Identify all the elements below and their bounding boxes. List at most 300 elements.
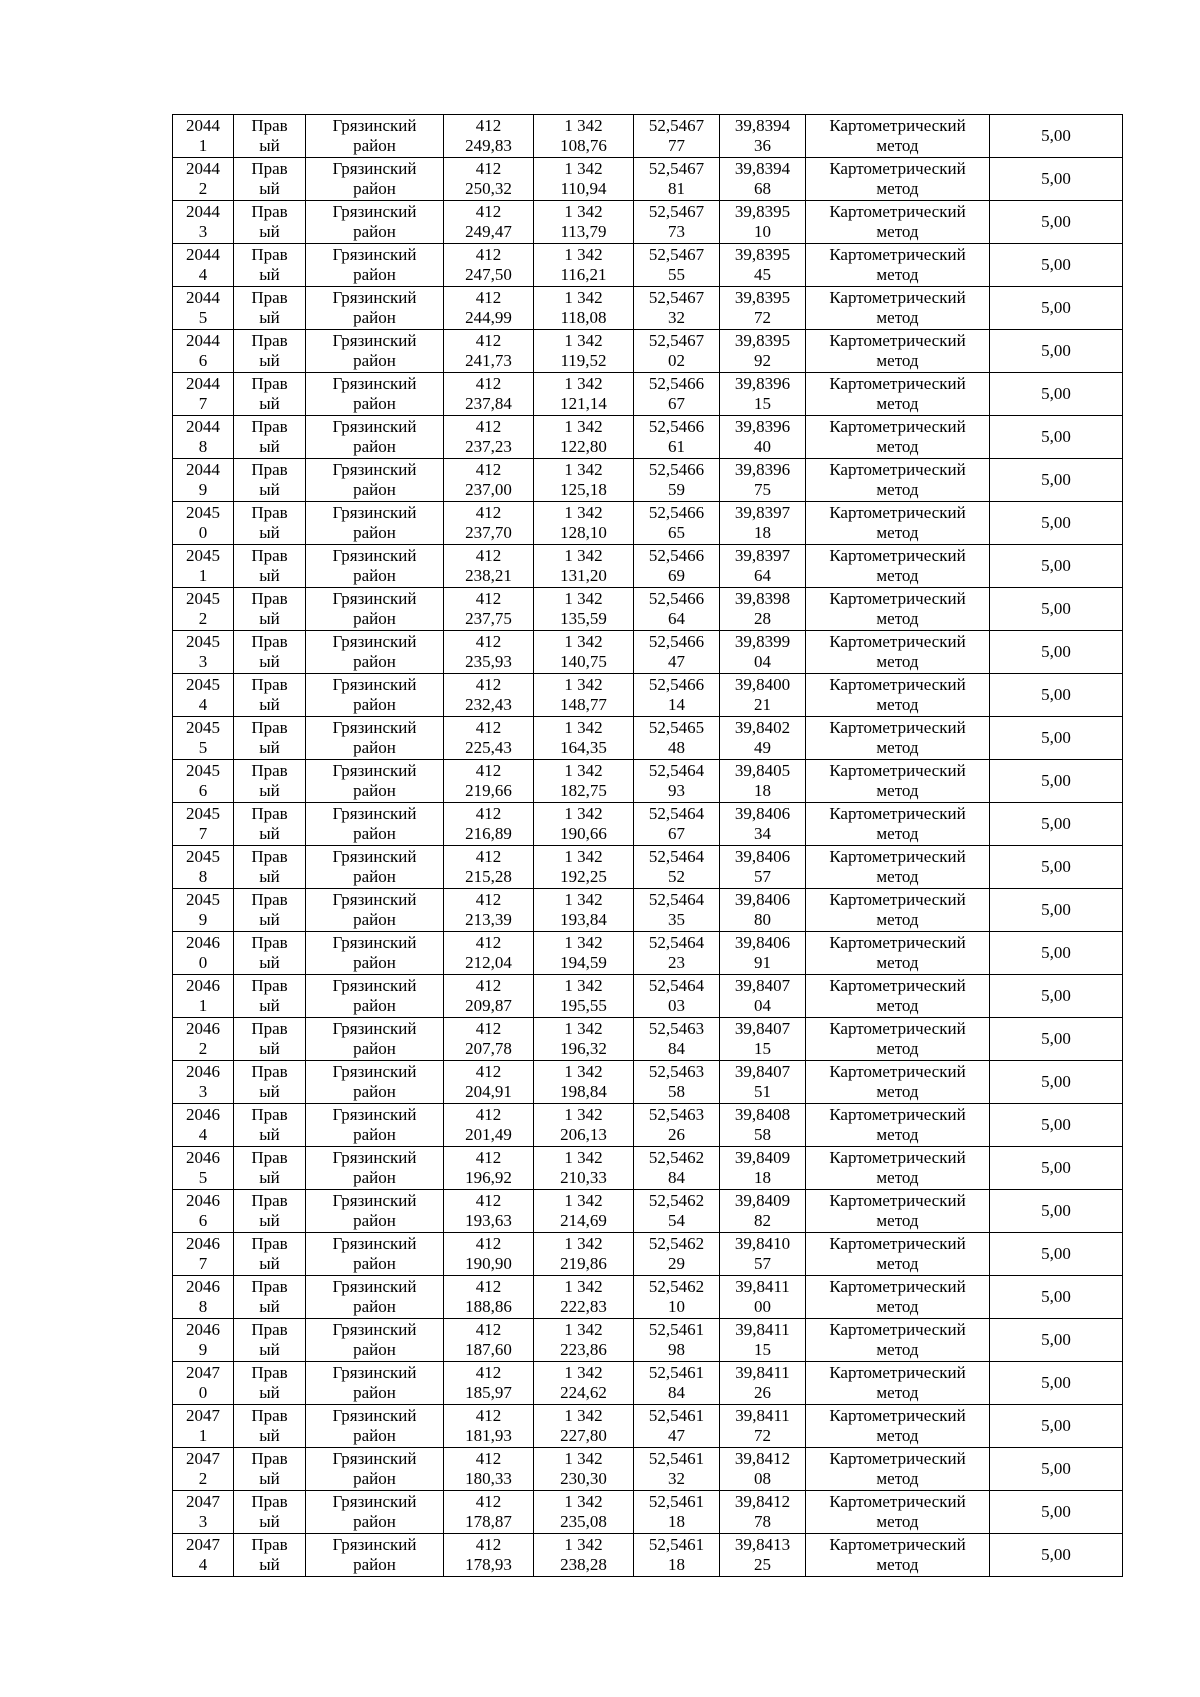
coordinate-x-cell (444, 1233, 534, 1276)
longitude-line: 15 (754, 1039, 771, 1058)
latitude-cell (634, 115, 720, 158)
method-cell (806, 803, 990, 846)
coordinate-x-line: 247,50 (465, 265, 512, 284)
accuracy-value-cell: 5,00 (990, 975, 1123, 1018)
coordinate-y-line: 210,33 (560, 1168, 607, 1187)
coordinate-x-line: 238,21 (465, 566, 512, 585)
coordinate-y-cell (534, 416, 634, 459)
coordinate-y-cell (534, 760, 634, 803)
coordinate-x-cell (444, 1405, 534, 1448)
coordinate-x-line: 412 (475, 1492, 502, 1511)
coordinate-y-cell (534, 115, 634, 158)
method-line: Картометрический (829, 202, 966, 221)
coordinate-y-line: 135,59 (560, 609, 607, 628)
district-line: Грязинский (332, 1019, 417, 1038)
method-cell (806, 459, 990, 502)
district-cell (306, 416, 444, 459)
coordinate-x-cell (444, 803, 534, 846)
coordinate-y-cell (534, 244, 634, 287)
point-number-line: 2045 (186, 503, 220, 522)
point-number-cell (173, 1018, 234, 1061)
method-line: метод (876, 1512, 919, 1531)
district-line: район (353, 824, 396, 843)
bank-side-line: Прав (251, 1363, 288, 1382)
longitude-cell (720, 1448, 806, 1491)
coordinate-y-cell (534, 889, 634, 932)
point-number-line: 5 (198, 738, 208, 757)
latitude-cell (634, 1448, 720, 1491)
coordinate-y-line: 1 342 (564, 1535, 603, 1554)
latitude-cell (634, 330, 720, 373)
district-line: Грязинский (332, 1363, 417, 1382)
coordinate-y-cell (534, 287, 634, 330)
bank-side-line: ый (259, 566, 280, 585)
bank-side-line: Прав (251, 503, 288, 522)
district-line: Грязинский (332, 460, 417, 479)
accuracy-value-cell: 5,00 (990, 1405, 1123, 1448)
coordinate-y-line: 1 342 (564, 1320, 603, 1339)
latitude-line: 02 (668, 351, 685, 370)
accuracy-value-cell: 5,00 (990, 717, 1123, 760)
method-line: метод (876, 1082, 919, 1101)
bank-side-cell (234, 717, 306, 760)
latitude-cell (634, 846, 720, 889)
coordinate-x-cell (444, 1362, 534, 1405)
point-number-line: 2045 (186, 632, 220, 651)
bank-side-cell (234, 760, 306, 803)
table-row (173, 502, 1123, 545)
point-number-line: 2044 (186, 116, 220, 135)
point-number-line: 9 (198, 1340, 208, 1359)
accuracy-value-cell: 5,00 (990, 1491, 1123, 1534)
point-number-cell (173, 631, 234, 674)
point-number-line: 2044 (186, 417, 220, 436)
method-cell (806, 416, 990, 459)
latitude-line: 32 (668, 1469, 685, 1488)
coordinate-x-line: 412 (475, 116, 502, 135)
point-number-cell (173, 932, 234, 975)
coordinate-y-line: 1 342 (564, 1148, 603, 1167)
coordinate-x-line: 185,97 (465, 1383, 512, 1402)
method-line: метод (876, 996, 919, 1015)
latitude-cell (634, 1534, 720, 1577)
coordinate-x-line: 225,43 (465, 738, 512, 757)
coordinate-x-line: 412 (475, 890, 502, 909)
district-line: район (353, 1254, 396, 1273)
latitude-cell (634, 760, 720, 803)
district-line: район (353, 953, 396, 972)
method-line: Картометрический (829, 417, 966, 436)
method-line: Картометрический (829, 1535, 966, 1554)
bank-side-cell (234, 287, 306, 330)
table-row (173, 1061, 1123, 1104)
method-cell (806, 158, 990, 201)
accuracy-value-cell: 5,00 (990, 502, 1123, 545)
method-line: Картометрический (829, 460, 966, 479)
coordinate-x-line: 412 (475, 1019, 502, 1038)
district-line: район (353, 781, 396, 800)
coordinate-x-line: 201,49 (465, 1125, 512, 1144)
longitude-cell (720, 846, 806, 889)
bank-side-line: ый (259, 609, 280, 628)
coordinate-y-line: 1 342 (564, 761, 603, 780)
bank-side-line: Прав (251, 1062, 288, 1081)
table-row (173, 416, 1123, 459)
district-line: район (353, 1383, 396, 1402)
district-line: Грязинский (332, 116, 417, 135)
method-cell (806, 1061, 990, 1104)
longitude-line: 39,8407 (734, 976, 791, 995)
district-line: Грязинский (332, 1535, 417, 1554)
longitude-cell (720, 1491, 806, 1534)
point-number-cell (173, 1190, 234, 1233)
method-cell (806, 760, 990, 803)
method-line: Картометрический (829, 1191, 966, 1210)
longitude-cell (720, 889, 806, 932)
coordinate-x-cell (444, 1276, 534, 1319)
bank-side-line: ый (259, 1555, 280, 1574)
latitude-line: 84 (668, 1383, 685, 1402)
coordinate-x-line: 193,63 (465, 1211, 512, 1230)
longitude-line: 39,8409 (734, 1148, 791, 1167)
bank-side-cell (234, 1319, 306, 1362)
method-line: Картометрический (829, 159, 966, 178)
longitude-cell (720, 1319, 806, 1362)
bank-side-line: Прав (251, 1406, 288, 1425)
coordinate-x-cell (444, 1491, 534, 1534)
bank-side-line: ый (259, 265, 280, 284)
method-cell (806, 1018, 990, 1061)
accuracy-value-cell: 5,00 (990, 1190, 1123, 1233)
table-row (173, 158, 1123, 201)
latitude-cell (634, 1491, 720, 1534)
coordinate-y-line: 113,79 (560, 222, 607, 241)
district-cell (306, 717, 444, 760)
district-line: Грязинский (332, 159, 417, 178)
method-line: Картометрический (829, 1492, 966, 1511)
coordinate-x-line: 219,66 (465, 781, 512, 800)
latitude-line: 52,5464 (648, 847, 705, 866)
longitude-line: 39,8396 (734, 460, 791, 479)
longitude-line: 39,8411 (735, 1277, 790, 1296)
coordinate-x-line: 204,91 (465, 1082, 512, 1101)
accuracy-value-cell: 5,00 (990, 846, 1123, 889)
latitude-cell (634, 1276, 720, 1319)
bank-side-line: Прав (251, 1234, 288, 1253)
coordinate-y-cell (534, 373, 634, 416)
bank-side-line: ый (259, 1168, 280, 1187)
coordinate-x-line: 212,04 (465, 953, 512, 972)
point-number-line: 0 (198, 953, 208, 972)
longitude-line: 21 (754, 695, 771, 714)
coordinate-x-line: 412 (475, 1148, 502, 1167)
district-cell (306, 674, 444, 717)
latitude-line: 52,5462 (648, 1191, 705, 1210)
point-number-cell (173, 889, 234, 932)
coordinate-y-line: 1 342 (564, 417, 603, 436)
method-cell (806, 287, 990, 330)
coordinate-x-line: 241,73 (465, 351, 512, 370)
method-cell (806, 1190, 990, 1233)
coordinate-y-line: 116,21 (560, 265, 607, 284)
method-line: Картометрический (829, 847, 966, 866)
latitude-line: 52,5467 (648, 202, 705, 221)
district-cell (306, 1233, 444, 1276)
coordinate-y-line: 119,52 (560, 351, 607, 370)
coordinate-y-cell (534, 1319, 634, 1362)
method-line: Картометрический (829, 675, 966, 694)
point-number-cell (173, 287, 234, 330)
district-cell (306, 975, 444, 1018)
bank-side-line: ый (259, 1254, 280, 1273)
bank-side-line: Прав (251, 675, 288, 694)
coordinate-y-line: 1 342 (564, 116, 603, 135)
coordinate-x-line: 180,33 (465, 1469, 512, 1488)
point-number-cell (173, 588, 234, 631)
longitude-cell (720, 115, 806, 158)
method-line: метод (876, 824, 919, 843)
accuracy-value-cell: 5,00 (990, 1147, 1123, 1190)
point-number-line: 4 (198, 1125, 208, 1144)
point-number-cell (173, 244, 234, 287)
longitude-cell (720, 1362, 806, 1405)
district-cell (306, 889, 444, 932)
district-line: Грязинский (332, 1148, 417, 1167)
bank-side-line: Прав (251, 890, 288, 909)
coordinate-x-line: 412 (475, 546, 502, 565)
point-number-cell (173, 760, 234, 803)
latitude-cell (634, 717, 720, 760)
coordinate-y-line: 1 342 (564, 1019, 603, 1038)
longitude-line: 18 (754, 781, 771, 800)
bank-side-cell (234, 1276, 306, 1319)
method-line: Картометрический (829, 1062, 966, 1081)
coordinate-y-cell (534, 330, 634, 373)
method-cell (806, 1104, 990, 1147)
method-line: Картометрический (829, 1363, 966, 1382)
coordinate-x-line: 412 (475, 976, 502, 995)
method-line: Картометрический (829, 1449, 966, 1468)
coordinate-x-line: 412 (475, 1320, 502, 1339)
table-row (173, 1233, 1123, 1276)
coordinate-y-line: 238,28 (560, 1555, 607, 1574)
coordinate-y-line: 140,75 (560, 652, 607, 671)
coordinate-y-line: 1 342 (564, 847, 603, 866)
accuracy-value-cell: 5,00 (990, 330, 1123, 373)
latitude-cell (634, 1319, 720, 1362)
latitude-line: 52,5464 (648, 804, 705, 823)
method-line: Картометрический (829, 761, 966, 780)
latitude-line: 26 (668, 1125, 685, 1144)
point-number-cell (173, 459, 234, 502)
method-line: метод (876, 1383, 919, 1402)
coordinate-y-line: 128,10 (560, 523, 607, 542)
latitude-cell (634, 889, 720, 932)
coordinate-y-line: 182,75 (560, 781, 607, 800)
bank-side-line: Прав (251, 632, 288, 651)
district-line: район (353, 695, 396, 714)
latitude-line: 52,5466 (648, 374, 705, 393)
method-line: Картометрический (829, 116, 966, 135)
coordinate-y-line: 224,62 (560, 1383, 607, 1402)
district-line: район (353, 1082, 396, 1101)
coordinate-x-line: 250,32 (465, 179, 512, 198)
coordinate-y-line: 1 342 (564, 589, 603, 608)
method-line: метод (876, 437, 919, 456)
point-number-line: 2045 (186, 804, 220, 823)
coordinate-y-line: 1 342 (564, 1191, 603, 1210)
coordinate-y-cell (534, 1018, 634, 1061)
method-cell (806, 502, 990, 545)
longitude-line: 68 (754, 179, 771, 198)
point-number-cell (173, 1534, 234, 1577)
longitude-line: 15 (754, 394, 771, 413)
accuracy-value-cell: 5,00 (990, 1018, 1123, 1061)
district-line: район (353, 222, 396, 241)
bank-side-line: ый (259, 1039, 280, 1058)
coordinate-y-line: 235,08 (560, 1512, 607, 1531)
point-number-line: 2 (198, 609, 208, 628)
district-cell (306, 1104, 444, 1147)
method-line: Картометрический (829, 632, 966, 651)
latitude-line: 84 (668, 1168, 685, 1187)
district-line: Грязинский (332, 1234, 417, 1253)
latitude-cell (634, 674, 720, 717)
method-cell (806, 674, 990, 717)
district-line: Грязинский (332, 503, 417, 522)
district-cell (306, 1448, 444, 1491)
latitude-cell (634, 803, 720, 846)
longitude-line: 39,8407 (734, 1062, 791, 1081)
bank-side-line: ый (259, 480, 280, 499)
method-line: Картометрический (829, 589, 966, 608)
bank-side-cell (234, 1190, 306, 1233)
district-line: район (353, 1039, 396, 1058)
method-line: Картометрический (829, 245, 966, 264)
district-line: район (353, 566, 396, 585)
longitude-cell (720, 201, 806, 244)
coordinate-y-line: 108,76 (560, 136, 607, 155)
latitude-line: 59 (668, 480, 685, 499)
longitude-line: 39,8399 (734, 632, 791, 651)
coordinate-y-line: 1 342 (564, 1363, 603, 1382)
point-number-cell (173, 1147, 234, 1190)
table-row (173, 244, 1123, 287)
district-cell (306, 1276, 444, 1319)
point-number-line: 5 (198, 308, 208, 327)
latitude-cell (634, 1190, 720, 1233)
coordinate-y-line: 110,94 (560, 179, 607, 198)
coordinate-x-cell (444, 1534, 534, 1577)
method-cell (806, 1362, 990, 1405)
latitude-cell (634, 373, 720, 416)
longitude-line: 39,8412 (734, 1492, 791, 1511)
latitude-line: 81 (668, 179, 685, 198)
method-line: Картометрический (829, 1406, 966, 1425)
longitude-line: 04 (754, 652, 771, 671)
table-row (173, 803, 1123, 846)
latitude-line: 52,5464 (648, 890, 705, 909)
point-number-line: 2046 (186, 1320, 220, 1339)
coordinate-x-line: 249,83 (465, 136, 512, 155)
coordinate-x-line: 237,23 (465, 437, 512, 456)
bank-side-line: Прав (251, 374, 288, 393)
coordinate-x-line: 190,90 (465, 1254, 512, 1273)
coordinate-x-cell (444, 158, 534, 201)
longitude-line: 39,8412 (734, 1449, 791, 1468)
coordinate-y-line: 192,25 (560, 867, 607, 886)
longitude-line: 15 (754, 1340, 771, 1359)
coordinate-x-cell (444, 1147, 534, 1190)
longitude-line: 72 (754, 1426, 771, 1445)
longitude-cell (720, 1061, 806, 1104)
coordinate-x-line: 237,70 (465, 523, 512, 542)
coordinate-x-line: 196,92 (465, 1168, 512, 1187)
latitude-line: 47 (668, 652, 685, 671)
district-cell (306, 373, 444, 416)
point-number-line: 6 (198, 781, 208, 800)
bank-side-line: ый (259, 351, 280, 370)
longitude-line: 39,8395 (734, 245, 791, 264)
bank-side-line: ый (259, 1125, 280, 1144)
point-number-line: 2047 (186, 1535, 220, 1554)
coordinate-x-cell (444, 932, 534, 975)
district-line: Грязинский (332, 1277, 417, 1296)
longitude-line: 39,8402 (734, 718, 791, 737)
point-number-line: 2045 (186, 761, 220, 780)
longitude-cell (720, 416, 806, 459)
bank-side-line: Прав (251, 933, 288, 952)
point-number-line: 2044 (186, 288, 220, 307)
longitude-cell (720, 330, 806, 373)
longitude-line: 92 (754, 351, 771, 370)
longitude-cell (720, 588, 806, 631)
coordinate-x-line: 188,86 (465, 1297, 512, 1316)
district-cell (306, 1319, 444, 1362)
table-row (173, 1276, 1123, 1319)
method-cell (806, 1233, 990, 1276)
point-number-line: 4 (198, 695, 208, 714)
coordinate-y-cell (534, 1405, 634, 1448)
longitude-cell (720, 803, 806, 846)
district-line: Грязинский (332, 1492, 417, 1511)
method-line: метод (876, 308, 919, 327)
district-line: район (353, 738, 396, 757)
point-number-line: 7 (198, 394, 208, 413)
district-line: район (353, 652, 396, 671)
bank-side-cell (234, 1233, 306, 1276)
coordinate-x-line: 412 (475, 331, 502, 350)
table-row (173, 287, 1123, 330)
coordinate-y-cell (534, 803, 634, 846)
table-row (173, 459, 1123, 502)
point-number-cell (173, 846, 234, 889)
coordinate-x-line: 412 (475, 503, 502, 522)
method-cell (806, 975, 990, 1018)
latitude-cell (634, 1061, 720, 1104)
method-line: метод (876, 910, 919, 929)
bank-side-line: ый (259, 179, 280, 198)
coordinate-x-line: 412 (475, 159, 502, 178)
bank-side-cell (234, 373, 306, 416)
coordinate-y-line: 1 342 (564, 1492, 603, 1511)
bank-side-line: Прав (251, 1320, 288, 1339)
latitude-cell (634, 1104, 720, 1147)
bank-side-cell (234, 1491, 306, 1534)
district-cell (306, 502, 444, 545)
district-line: район (353, 523, 396, 542)
longitude-cell (720, 158, 806, 201)
